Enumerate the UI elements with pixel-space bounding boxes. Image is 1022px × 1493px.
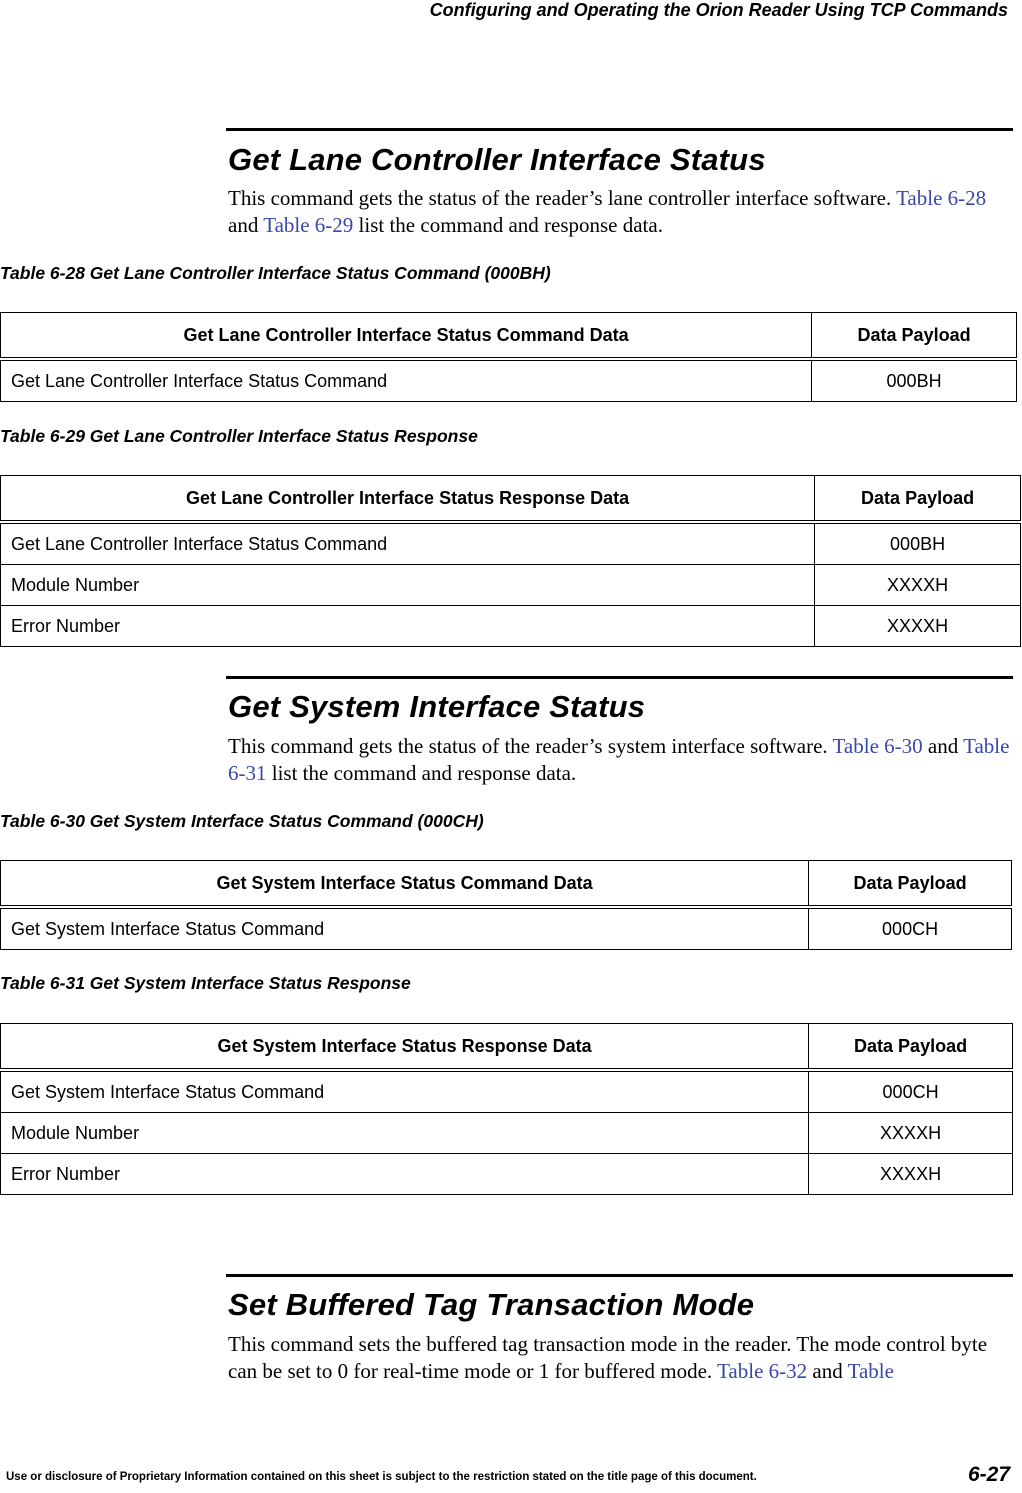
column-header-command-data: Get Lane Controller Interface Status Command Data [1, 313, 812, 360]
table-6-28-link[interactable]: Table 6-28 [896, 186, 987, 210]
column-header-response-data: Get System Interface Status Response Data [1, 1024, 809, 1071]
row-label: Error Number [1, 606, 815, 647]
section-heading-lane-controller: Get Lane Controller Interface Status [228, 142, 766, 177]
row-label: Get Lane Controller Interface Status Command [1, 522, 815, 565]
row-label: Get System Interface Status Command [1, 907, 809, 950]
row-payload: XXXXH [815, 606, 1021, 647]
table-row [1, 606, 1021, 647]
table-6-29 [0, 475, 1021, 647]
table-row [1, 907, 1012, 950]
table-row [1, 522, 1021, 565]
table-caption-6-28: Table 6-28 Get Lane Controller Interface Status Command (000BH) [0, 263, 551, 283]
table-6-30-link[interactable]: Table 6-30 [832, 734, 923, 758]
table-header-row [1, 313, 1017, 360]
section-body-lane-controller [228, 185, 1012, 239]
row-payload: 000CH [809, 907, 1012, 950]
row-payload: XXXXH [809, 1154, 1013, 1195]
table-6-32-link[interactable]: Table 6-32 [717, 1359, 808, 1383]
table-6-31-link[interactable]: Table 6-31 [228, 734, 1010, 785]
section-body-system-interface [228, 733, 1012, 787]
table-row [1, 1154, 1013, 1195]
row-label: Get System Interface Status Command [1, 1070, 809, 1113]
table-6-31 [0, 1023, 1013, 1195]
column-header-data-payload: Data Payload [812, 313, 1017, 360]
column-header-response-data: Get Lane Controller Interface Status Response Data [1, 476, 815, 523]
row-label: Get Lane Controller Interface Status Command [1, 359, 812, 402]
table-row [1, 359, 1017, 402]
body-text: This command sets the buffered tag transaction mode in the reader. The mode control byte can be set to 0 for real-time mode or 1 for buffered mode. [228, 1332, 988, 1383]
table-caption-6-31: Table 6-31 Get System Interface Status Response [0, 973, 411, 993]
body-text: list the command and response data. [353, 213, 663, 237]
running-header: Configuring and Operating the Orion Reader Using TCP Commands [429, 0, 1008, 20]
body-text: list the command and response data. [266, 761, 577, 785]
section-body-buffered-tag [228, 1331, 1012, 1385]
table-header-row [1, 861, 1012, 908]
table-caption-6-29: Table 6-29 Get Lane Controller Interface Status Response [0, 426, 478, 446]
proprietary-notice: Use or disclosure of Proprietary Information contained on this sheet is subject to the restriction stated on the title page of this document. [6, 1471, 757, 1483]
row-payload: 000CH [809, 1070, 1013, 1113]
body-text: and [922, 734, 964, 758]
column-header-data-payload: Data Payload [815, 476, 1021, 523]
table-6-33-link[interactable]: Table [847, 1359, 894, 1383]
section-heading-system-interface: Get System Interface Status [228, 689, 646, 724]
row-payload: 000BH [812, 359, 1017, 402]
table-row [1, 1070, 1013, 1113]
page-number: 6-27 [967, 1463, 1010, 1486]
row-label: Module Number [1, 1113, 809, 1154]
table-6-28 [0, 312, 1017, 402]
body-text: This command gets the status of the reader’s system interface software. [228, 734, 833, 758]
body-text: and [228, 213, 264, 237]
column-header-data-payload: Data Payload [809, 1024, 1013, 1071]
body-text: and [807, 1359, 848, 1383]
row-payload: 000BH [815, 522, 1021, 565]
table-header-row [1, 476, 1021, 523]
row-payload: XXXXH [809, 1113, 1013, 1154]
section-rule [226, 1274, 1013, 1277]
table-row [1, 1113, 1013, 1154]
section-rule [226, 676, 1013, 679]
row-label: Module Number [1, 565, 815, 606]
section-rule [226, 128, 1013, 131]
table-6-30 [0, 860, 1012, 950]
body-text: This command gets the status of the reader’s lane controller interface software. [228, 186, 897, 210]
table-6-29-link[interactable]: Table 6-29 [263, 213, 354, 237]
section-heading-buffered-tag: Set Buffered Tag Transaction Mode [228, 1287, 755, 1322]
table-header-row [1, 1024, 1013, 1071]
column-header-command-data: Get System Interface Status Command Data [1, 861, 809, 908]
table-caption-6-30: Table 6-30 Get System Interface Status Command (000CH) [0, 811, 484, 831]
table-row [1, 565, 1021, 606]
row-label: Error Number [1, 1154, 809, 1195]
column-header-data-payload: Data Payload [809, 861, 1012, 908]
row-payload: XXXXH [815, 565, 1021, 606]
